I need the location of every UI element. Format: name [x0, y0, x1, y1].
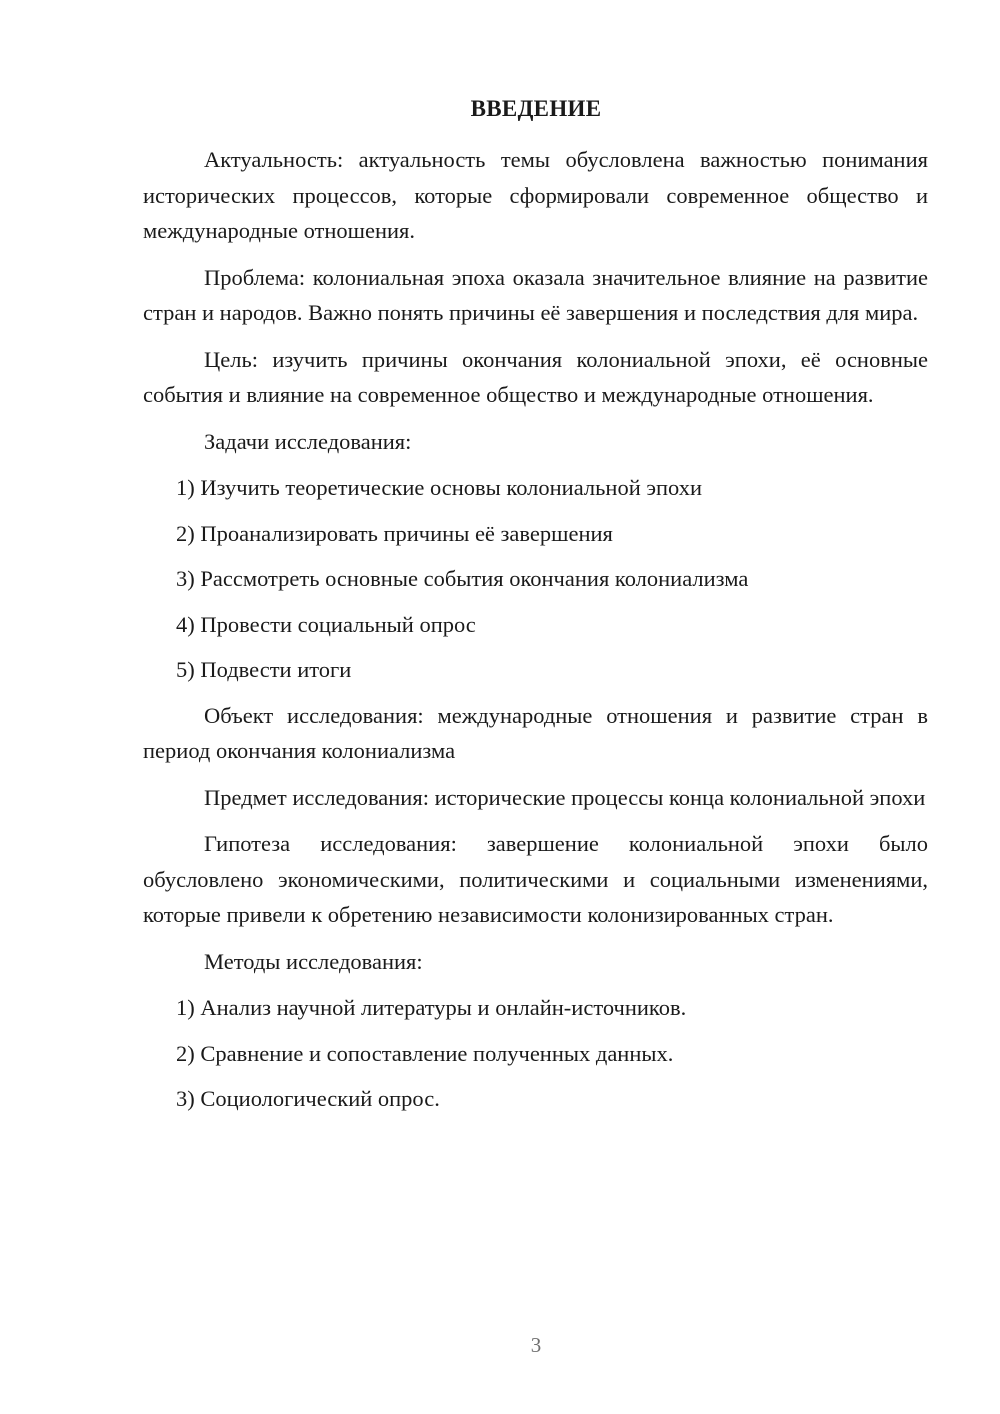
task-item: 3) Рассмотреть основные события окончания колониализма — [176, 566, 749, 591]
method-item: 1) Анализ научной литературы и онлайн-источников. — [176, 995, 687, 1020]
method-item: 2) Сравнение и сопоставление полученных данных. — [176, 1040, 674, 1066]
methods-heading: Методы исследования: — [204, 948, 423, 974]
task-item: 4) Провести социальный опрос — [176, 611, 476, 637]
goal-paragraph: Цель: изучить причины окончания колониальной эпохи, её основные события и влияние на современное общество и международные отношения. — [143, 346, 928, 407]
task-item: 5) Подвести итоги — [176, 657, 352, 682]
tasks-heading: Задачи исследования: — [204, 428, 412, 454]
task-item: 1) Изучить теоретические основы колониальной эпохи — [176, 475, 703, 500]
task-item: 2) Проанализировать причины её завершения — [176, 520, 613, 546]
problem-paragraph: Проблема: колониальная эпоха оказала значительное влияние на развитие стран и народов. Важно понять причины её завершения и последствия для мира. — [143, 264, 928, 325]
hypothesis-paragraph: Гипотеза исследования: завершение колониальной эпохи было обусловлено экономическими, политическими и социальными изменениями, которые привели к обретению независимости колонизированных стран. — [143, 831, 928, 927]
relevance-paragraph: Актуальность: актуальность темы обусловлена важностью понимания исторических процессов, которые сформировали современное общество и международные отношения. — [143, 147, 928, 243]
page-number: 3 — [530, 1333, 542, 1357]
object-paragraph: Объект исследования: международные отношения и развитие стран в период окончания колониализма — [143, 702, 928, 763]
method-item: 3) Социологический опрос. — [176, 1086, 440, 1111]
document-body — [143, 142, 928, 1127]
page-title: ВВЕДЕНИЕ — [470, 96, 602, 121]
subject-paragraph: Предмет исследования: исторические процессы конца колониальной эпохи — [204, 784, 926, 810]
